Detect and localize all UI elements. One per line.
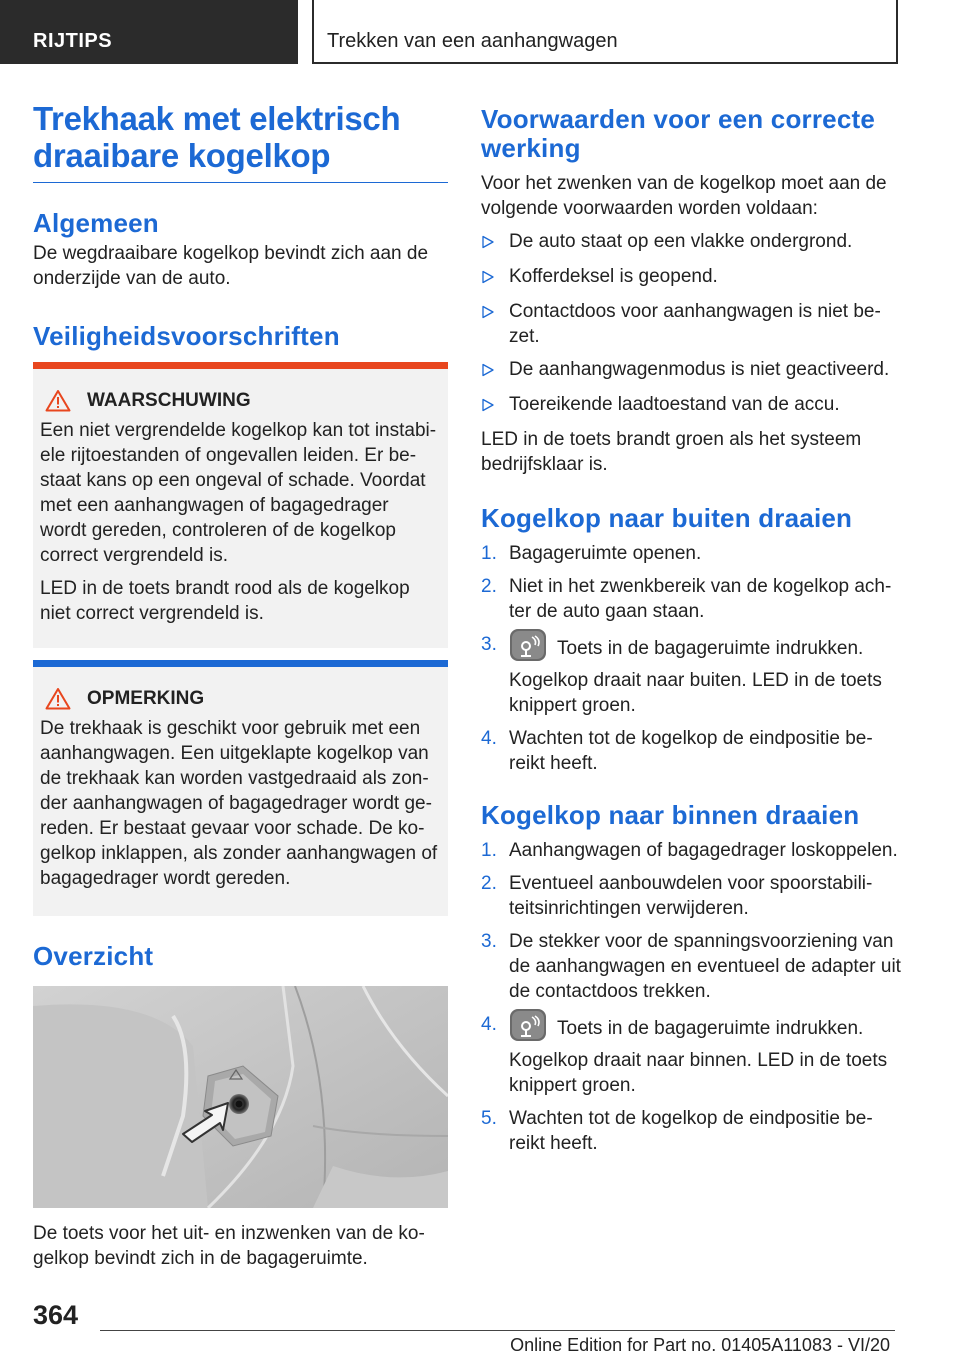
- led-text: LED in de toets brandt groen als het systeem bedrijfsklaar is.: [481, 429, 862, 475]
- photo-caption: De toets voor het uit- en inzwenken van de kogelkop bevindt zich in de bagageruimte.: [33, 1223, 425, 1269]
- triangle-right-outline-icon: [481, 235, 495, 249]
- step-text: Niet in het zwenkbereik van de kogelkop achter de auto gaan staan.: [509, 576, 892, 622]
- condition-text: Kofferdeksel is geopend.: [509, 266, 718, 287]
- bullet-marker: [481, 299, 509, 349]
- turn-in-steps: [481, 838, 901, 1156]
- general-heading: Algemeen: [33, 208, 159, 238]
- step-number: 3.: [481, 931, 497, 952]
- note-box: [33, 660, 448, 916]
- step-result-text: Kogelkop draait naar binnen. LED in de toets knippert groen.: [509, 1050, 888, 1096]
- condition-item: [481, 264, 901, 291]
- condition-item: [481, 299, 901, 349]
- edition-text: Online Edition for Part no. 01405A11083 - VI/20: [510, 1335, 890, 1355]
- turn-out-heading: Kogelkop naar buiten draaien: [481, 503, 853, 533]
- conditions-list: [481, 229, 901, 419]
- section-label: RIJTIPS: [33, 30, 113, 52]
- chapter-tab: [312, 0, 898, 64]
- step-text: Toets in de bagageruimte indrukken.: [557, 638, 864, 659]
- bullet-marker: [481, 357, 509, 384]
- step-number: 5.: [481, 1108, 497, 1129]
- step-item: [481, 871, 901, 921]
- step-item: [481, 929, 901, 1004]
- conditions-intro: Voor het zwenken van de kogelkop moet aan de volgende voorwaarden worden voldaan:: [481, 173, 887, 219]
- triangle-right-outline-icon: [481, 270, 495, 284]
- tow-hitch-button-icon: [509, 628, 547, 662]
- warning-label: WAARSCHUWING: [87, 389, 251, 411]
- step-number: 1.: [481, 543, 497, 564]
- safety-heading: Veiligheidsvoorschriften: [33, 321, 340, 351]
- overview-heading: Overzicht: [33, 941, 154, 971]
- step-number: 4.: [481, 728, 497, 749]
- warning-triangle-icon: [45, 687, 71, 710]
- triangle-right-outline-icon: [481, 398, 495, 412]
- condition-item: [481, 357, 901, 384]
- note-bar: [33, 660, 448, 667]
- step-number: 2.: [481, 576, 497, 597]
- bullet-marker: [481, 264, 509, 291]
- warning-triangle-icon: [45, 389, 71, 412]
- page-header: [0, 0, 960, 66]
- tow-hitch-button-icon: [509, 1008, 547, 1042]
- page-title: Trekhaak met elektrisch draaibare kogelkop: [33, 100, 448, 183]
- step-item: [481, 838, 901, 863]
- footer-rule: [100, 1330, 895, 1331]
- turn-in-heading: Kogelkop naar binnen draaien: [481, 800, 860, 830]
- condition-text: Toereikende laadtoestand van de accu.: [509, 394, 840, 415]
- warning-led-text: LED in de toets brandt rood als de kogelkop niet correct vergrendeld is.: [40, 578, 410, 624]
- step-text: Toets in de bagageruimte indrukken.: [557, 1018, 864, 1039]
- trunk-button-photo: [33, 986, 448, 1208]
- step-item: [481, 632, 901, 718]
- triangle-right-outline-icon: [481, 305, 495, 319]
- note-text: De trekhaak is geschikt voor gebruik met een aanhangwagen. Een uitgeklapte kogelkop van de trekhaak kan worden vastgedraaid als zonder aanhangwagen of bagagedrager wordt gereden. Er bestaat gevaar voor schade. De kogelkop inklappen, als zonder aanhangwagen of bagagedrager wordt gereden.: [40, 718, 438, 889]
- warning-text: Een niet vergrendelde kogelkop kan tot instabiele rijtoestanden of ongevallen leiden. Er bestaat kans op een ongeval of schade. Voordat met een aanhangwagen of bagagedrager wordt gereden, controleren of de kogelkop correct vergrendeld is.: [40, 420, 437, 566]
- step-result-text: Kogelkop draait naar buiten. LED in de toets knippert groen.: [509, 670, 882, 716]
- warning-bar: [33, 362, 448, 369]
- triangle-right-outline-icon: [481, 363, 495, 377]
- step-item: [481, 574, 901, 624]
- bullet-marker: [481, 392, 509, 419]
- step-text: Wachten tot de kogelkop de eindpositie bereikt heeft.: [509, 728, 873, 774]
- step-text: Wachten tot de kogelkop de eindpositie bereikt heeft.: [509, 1108, 873, 1154]
- step-number: 4.: [481, 1014, 497, 1035]
- step-text: Eventueel aanbouwdelen voor spoorstabiliteitsinrichtingen verwijderen.: [509, 873, 873, 919]
- step-text: Aanhangwagen of bagagedrager loskoppelen.: [509, 840, 898, 861]
- condition-item: [481, 392, 901, 419]
- step-number: 3.: [481, 634, 497, 655]
- left-column: [33, 100, 448, 351]
- note-label: OPMERKING: [87, 687, 205, 709]
- step-number: 2.: [481, 873, 497, 894]
- step-text: Bagageruimte openen.: [509, 543, 702, 564]
- step-text: De stekker voor de spanningsvoorziening van de aanhangwagen en eventueel de adapter uit de contactdoos trekken.: [509, 931, 901, 1002]
- page-number: 364: [33, 1300, 79, 1330]
- chapter-label: Trekken van een aanhangwagen: [327, 30, 618, 52]
- step-line: [509, 628, 901, 662]
- condition-text: Contactdoos voor aanhangwagen is niet bezet.: [509, 301, 881, 347]
- condition-item: [481, 229, 901, 256]
- turn-out-steps: [481, 541, 901, 776]
- general-text: De wegdraaibare kogelkop bevindt zich aan de onderzijde van de auto.: [33, 243, 429, 289]
- step-body: [509, 632, 901, 718]
- condition-text: De aanhangwagenmodus is niet geactiveerd.: [509, 359, 890, 380]
- section-tab: [0, 0, 298, 64]
- step-item: [481, 541, 901, 566]
- warning-box: [33, 362, 448, 648]
- step-body: [509, 1012, 901, 1098]
- step-number: 1.: [481, 840, 497, 861]
- conditions-heading: Voorwaarden voor een correcte werking: [481, 104, 876, 163]
- right-column: [481, 100, 901, 1156]
- step-item: [481, 1106, 901, 1156]
- step-item: [481, 726, 901, 776]
- step-line: [509, 1008, 901, 1042]
- bullet-marker: [481, 229, 509, 256]
- condition-text: De auto staat op een vlakke ondergrond.: [509, 231, 853, 252]
- step-item: [481, 1012, 901, 1098]
